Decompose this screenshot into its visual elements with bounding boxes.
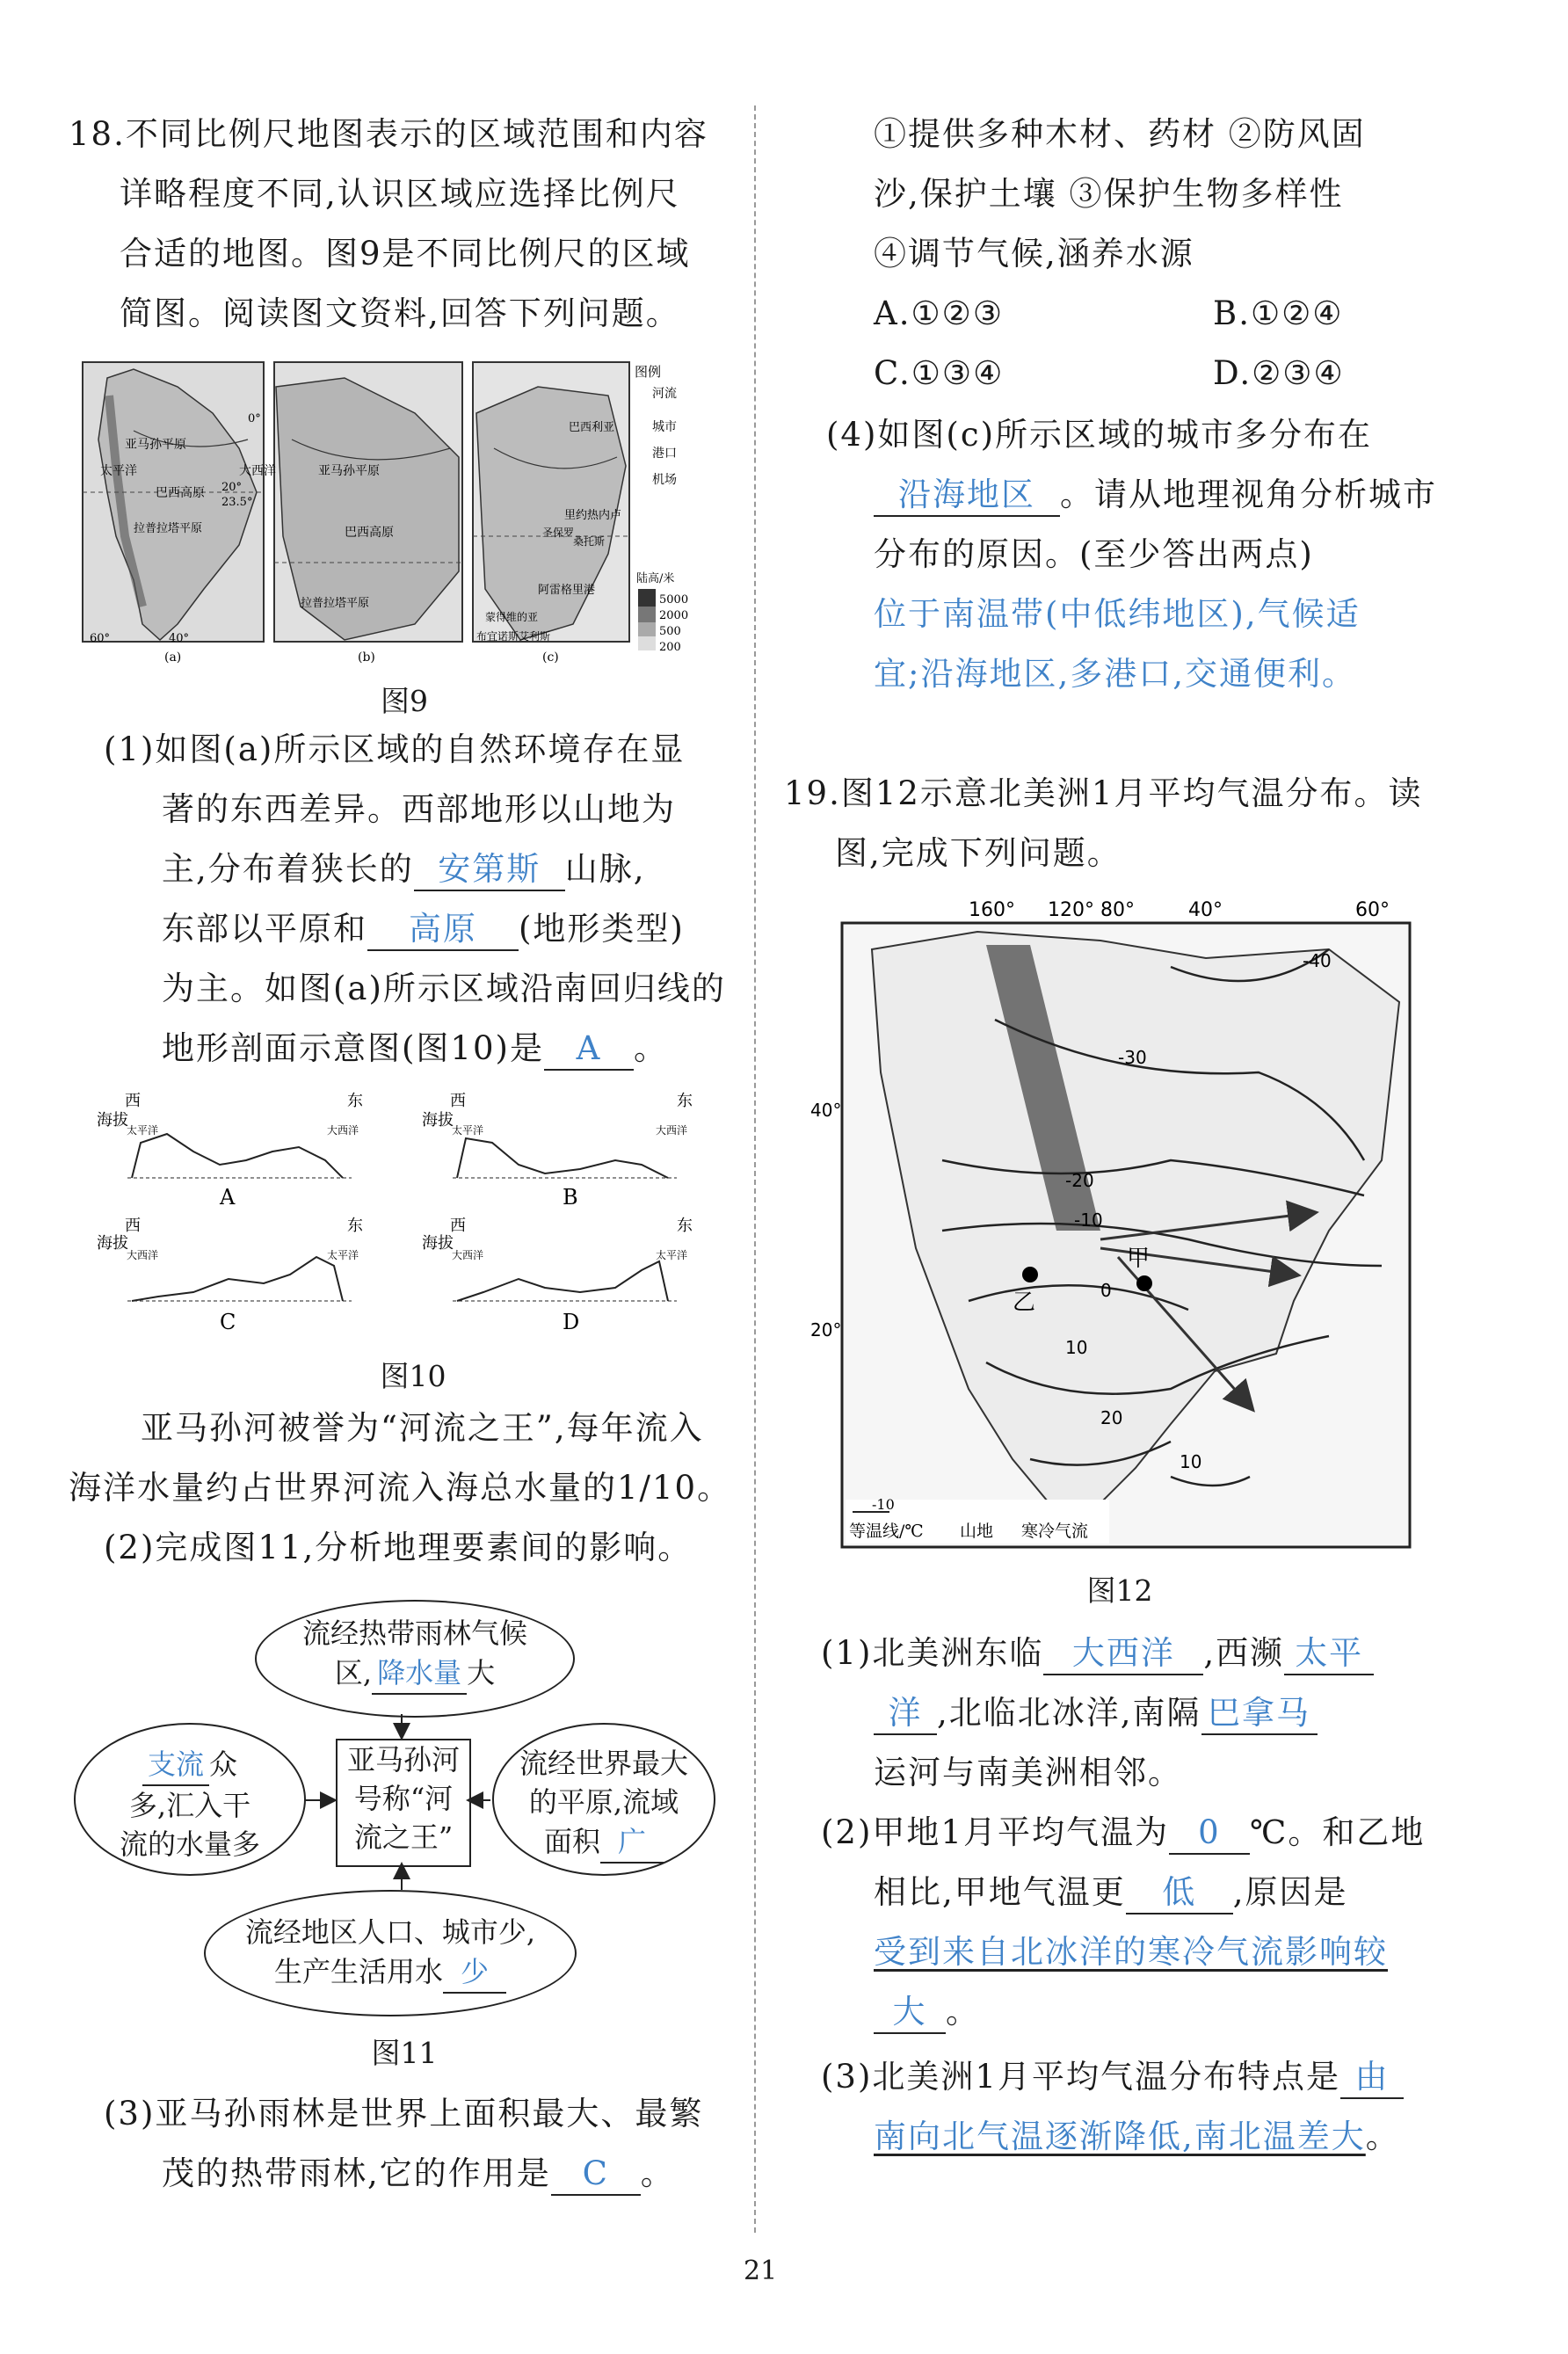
answer-coastal[interactable]: 沿海地区 [874,475,1060,517]
fig10-d-east: 东 [677,1217,693,1235]
answer-area[interactable]: 广 [600,1821,664,1864]
fig9-lat-20: 20° [221,481,243,494]
q19-p1-line1 [821,1623,1374,1684]
fig10-d-right-ocean: 太平洋 [656,1249,688,1261]
fig9-label-amazon: 亚马孙平原 [125,438,186,452]
q18-stem-4: 简图。阅读图文资料,回答下列问题。 [120,294,680,332]
amazon-text-2: 海洋水量约占世界河流入海总水量的1/10。 [69,1469,732,1507]
q19-p3-l2b: 。 [1365,2118,1400,2155]
answer-pacific-1[interactable]: 太平 [1284,1633,1374,1675]
answer-rainforest-role[interactable]: C [551,2154,641,2196]
fig9-legend-airport: 机场 [652,473,677,487]
fig10-b-west: 西 [450,1092,466,1110]
fig11-left-line2: 多,汇入干 [128,1789,251,1822]
q19-p1-line2 [874,1682,1318,1744]
q18-p3-line1: (3)亚马孙雨林是世界上面积最大、最繁 [104,2095,704,2132]
answer-profile[interactable]: A [544,1028,634,1071]
answer-tributaries[interactable]: 支流 [142,1744,209,1786]
legend-isotherm: 等温线/℃ [849,1522,924,1541]
q18-p1-l3a: 主,分布着狭长的 [162,850,414,888]
q19-p2-line4 [874,1981,980,2043]
q18-p1-l4b: (地形类型) [519,910,685,948]
fig11-right-line1: 流经世界最大 [519,1747,688,1780]
fig11-bottom-line1: 流经地区人口、城市少, [244,1915,536,1949]
q19-p2-l1a: (2)甲地1月平均气温为 [821,1813,1169,1851]
fig9-elev-title: 陆高/米 [636,572,675,585]
fig10-d-left-ocean: 大西洋 [452,1249,484,1261]
q18-stem-1: 18.不同比例尺地图表示的区域范围和内容 [69,115,708,153]
fig10-c-west: 西 [125,1217,141,1235]
iso-label-m20: -20 [1065,1170,1094,1191]
fig10-d-letter: D [563,1310,580,1334]
fig10-a-right-ocean: 大西洋 [327,1124,359,1137]
answer-precipitation[interactable]: 降水量 [372,1653,467,1695]
q19-p2-l2b: ,原因是 [1232,1873,1348,1911]
q19-p1-line3: 运河与南美洲相邻。 [874,1754,1182,1791]
q19-p3-l1a: (3)北美洲1月平均气温分布特点是 [821,2058,1340,2096]
fig9-elev-5000: 5000 [659,593,689,607]
top-label-120: 120° [1048,899,1094,921]
option-a[interactable]: A.①②③ [874,294,1004,332]
legend-isotherm-value: -10 [872,1496,895,1513]
fig11-center-line3: 流之王” [353,1820,454,1854]
answer-pattern-2: 南向北气温逐渐降低,南北温差大 [874,2118,1366,2155]
fig9-legend-city: 城市 [652,420,677,434]
fig10-b-letter: B [563,1185,578,1210]
answer-pattern-1[interactable]: 由 [1340,2057,1404,2099]
legend-mountain: 山地 [960,1522,994,1541]
fig11-left-l1b: 众 [209,1747,238,1781]
q19-p1-l1b: ,西濒 [1203,1634,1285,1672]
top-label-80: 80° [1100,899,1135,921]
fig10-d-yaxis: 海拔 [422,1234,454,1253]
answer-atlantic[interactable]: 大西洋 [1043,1633,1203,1675]
answer-city-reason-2: 宜;沿海地区,多港口,交通便利。 [874,655,1356,693]
fig9c-label-santos: 桑托斯 [573,535,606,548]
fig9-caption: 图9 [381,684,428,718]
fig10-a-left-ocean: 太平洋 [127,1124,159,1137]
answer-temp[interactable]: 0 [1169,1813,1250,1855]
fig9-lat-235: 23.5° [221,496,253,509]
q18-p1-l6a: 地形剖面示意图(图10)是 [162,1029,544,1067]
iso-label-m10: -10 [1074,1210,1103,1231]
answer-lower[interactable]: 低 [1126,1872,1233,1914]
q18-p3-line2 [162,2143,675,2205]
iso-label-10b: 10 [1180,1451,1202,1472]
fig9-lat-0: 0° [248,412,261,425]
q19-p2-l2a: 相比,甲地气温更 [874,1873,1126,1911]
answer-water-use[interactable]: 少 [443,1951,506,1994]
answer-andes[interactable]: 安第斯 [414,849,565,891]
point-jia: 甲 [1127,1246,1151,1272]
q19-p3-line2 [874,2106,1400,2168]
fig9-elev-200: 200 [659,641,681,654]
answer-plateau[interactable]: 高原 [367,909,519,951]
q18-p1-line5: 为主。如图(a)所示区域沿南回归线的 [162,970,726,1007]
answer-pacific-2[interactable]: 洋 [874,1693,937,1735]
q18-p4-l2b: 。请从地理视角分析城市 [1060,476,1437,513]
fig10-caption: 图10 [380,1359,446,1393]
q18-p1-l3b: 山脉, [564,850,646,888]
fig9c-label-rio: 里约热内卢 [564,509,622,522]
fig9-elev-2000: 2000 [659,609,689,622]
fig10-c-yaxis: 海拔 [97,1234,128,1253]
fig9-label-laplata: 拉普拉塔平原 [134,522,203,535]
fig11-center-line1: 亚马孙河 [346,1743,460,1776]
fig11-caption: 图11 [371,2036,438,2070]
q18-p1-l4a: 东部以平原和 [162,910,367,948]
fig10-d-west: 西 [450,1217,466,1235]
fig11-top-l2a: 区, [334,1656,373,1689]
q19-p2-l1b: ℃。和乙地 [1249,1813,1426,1851]
q18-p2: (2)完成图11,分析地理要素间的影响。 [104,1529,693,1566]
opts-line2: 沙,保护土壤 ③保护生物多样性 [874,175,1344,213]
iso-label-m40: -40 [1303,950,1332,971]
opts-line1: ①提供多种木材、药材 ②防风固 [874,115,1366,153]
fig10-b-east: 东 [677,1092,693,1110]
q18-p1-line2: 著的东西差异。西部地形以山地为 [162,790,676,828]
fig11-top-line1: 流经热带雨林气候 [301,1617,527,1650]
q19-p1-l2b: ,北临北冰洋,南隔 [937,1694,1201,1732]
point-yi: 乙 [1013,1290,1036,1316]
fig11-top-l2b: 大 [467,1656,496,1689]
fig10-c-left-ocean: 大西洋 [127,1249,159,1261]
q19-stem-2: 图,完成下列问题。 [835,834,1122,872]
fig10-c-letter: C [220,1310,236,1334]
fig9-legend-river: 河流 [652,387,677,401]
fig12-caption: 图12 [1086,1573,1153,1608]
fig10-b-left-ocean: 太平洋 [452,1124,484,1137]
top-label-40: 40° [1188,899,1223,921]
q18-p3-l2a: 茂的热带雨林,它的作用是 [162,2154,551,2192]
q19-p2-line2 [874,1862,1348,1923]
figure-12 [810,897,1417,1551]
answer-city-reason-1: 位于南温带(中低纬地区),气候适 [874,595,1361,633]
q18-stem-3: 合适的地图。图9是不同比例尺的区域 [120,235,691,272]
fig10-a-yaxis: 海拔 [97,1111,128,1130]
fig9c-label-buenosaires: 布宜诺斯艾利斯 [476,630,551,643]
option-d[interactable]: D.②③④ [1213,354,1345,392]
fig9-label-pacific: 太平洋 [100,464,137,478]
fig9-lat-60: 60° [90,632,111,645]
q18-stem-2: 详略程度不同,认识区域应选择比例尺 [120,175,680,213]
q18-p3-l2b: 。 [640,2154,675,2192]
amazon-text-1: 亚马孙河被誉为“河流之王”,每年流入 [141,1409,704,1447]
fig9-legend-port: 港口 [652,447,677,461]
top-label-160: 160° [969,899,1015,921]
q18-p1-line1: (1)如图(a)所示区域的自然环境存在显 [104,730,686,768]
option-b[interactable]: B.①②④ [1213,294,1344,332]
q18-p4-line2 [874,464,1437,526]
iso-label-10: 10 [1065,1337,1088,1358]
top-label-60: 60° [1355,899,1390,921]
fig11-bottom-l2a: 生产生活用水 [273,1955,443,1988]
q19-p2-line1 [821,1802,1425,1864]
column-divider [754,105,756,2233]
legend-cold-air: 寒冷气流 [1021,1522,1089,1541]
q18-p4-line3: 分布的原因。(至少答出两点) [874,535,1314,573]
fig9-label-atlantic: 大西洋 [239,464,276,478]
fig9c-label-brasilia: 巴西利亚 [569,421,615,434]
fig9c-label-montevideo: 蒙得维的亚 [485,611,539,623]
iso-label-m30: -30 [1118,1047,1147,1068]
fig9b-label-amazon: 亚马孙平原 [318,464,380,478]
iso-label-0: 0 [1100,1280,1112,1301]
fig10-a-east: 东 [347,1092,363,1110]
page-number: 21 [744,2256,778,2286]
fig9-elev-500: 500 [659,625,681,638]
iso-label-20: 20 [1100,1407,1123,1428]
answer-panama[interactable]: 巴拿马 [1201,1693,1318,1735]
fig10-b-right-ocean: 大西洋 [656,1124,688,1137]
fig9-label-brazil-highland: 巴西高原 [156,486,205,500]
fig9c-label-portoalegre: 阿雷格里港 [538,584,596,597]
fig9c-label-saopaulo: 圣保罗 [542,527,575,539]
fig11-left-line3: 流的水量多 [119,1827,260,1861]
opts-line3: ④调节气候,涵养水源 [874,235,1194,272]
fig9-legend-title: 图例 [635,364,662,380]
lat-label-20: 20° [810,1319,842,1340]
option-c[interactable]: C.①③④ [874,354,1005,392]
q18-p4-line1: (4)如图(c)所示区域的城市多分布在 [826,416,1373,454]
lat-label-40: 40° [810,1100,842,1121]
fig10-c-right-ocean: 太平洋 [327,1249,359,1261]
answer-reason-1: 受到来自北冰洋的寒冷气流影响较 [874,1933,1388,1971]
answer-reason-2[interactable]: 大 [874,1992,946,2034]
q18-p1-l6b: 。 [633,1029,668,1067]
q19-p2-l4b: 。 [946,1993,980,2031]
fig9b-label-laplata: 拉普拉塔平原 [301,597,370,610]
figure-12-map [810,897,1417,1551]
fig11-right-l3a: 面积 [543,1825,600,1858]
fig10-c-east: 东 [347,1217,363,1235]
fig10-a-letter: A [220,1185,236,1210]
fig11-right-line2: 的平原,流域 [528,1785,679,1819]
fig9b-label-brazil-highland: 巴西高原 [345,526,394,540]
q19-stem-1: 19.图12示意北美洲1月平均气温分布。读 [784,774,1423,812]
q19-p1-l1a: (1)北美洲东临 [821,1634,1044,1672]
fig10-a-west: 西 [125,1092,141,1110]
fig11-center-line2: 号称“河 [353,1782,454,1815]
fig9-label-a: (a) [164,650,182,665]
q19-p3-line1 [821,2046,1404,2108]
fig11-arrows [0,0,756,2110]
fig10-b-yaxis: 海拔 [422,1111,454,1130]
fig9-label-b: (b) [358,650,375,665]
fig9-label-c: (c) [542,650,559,665]
fig9-lat-40: 40° [169,632,190,645]
